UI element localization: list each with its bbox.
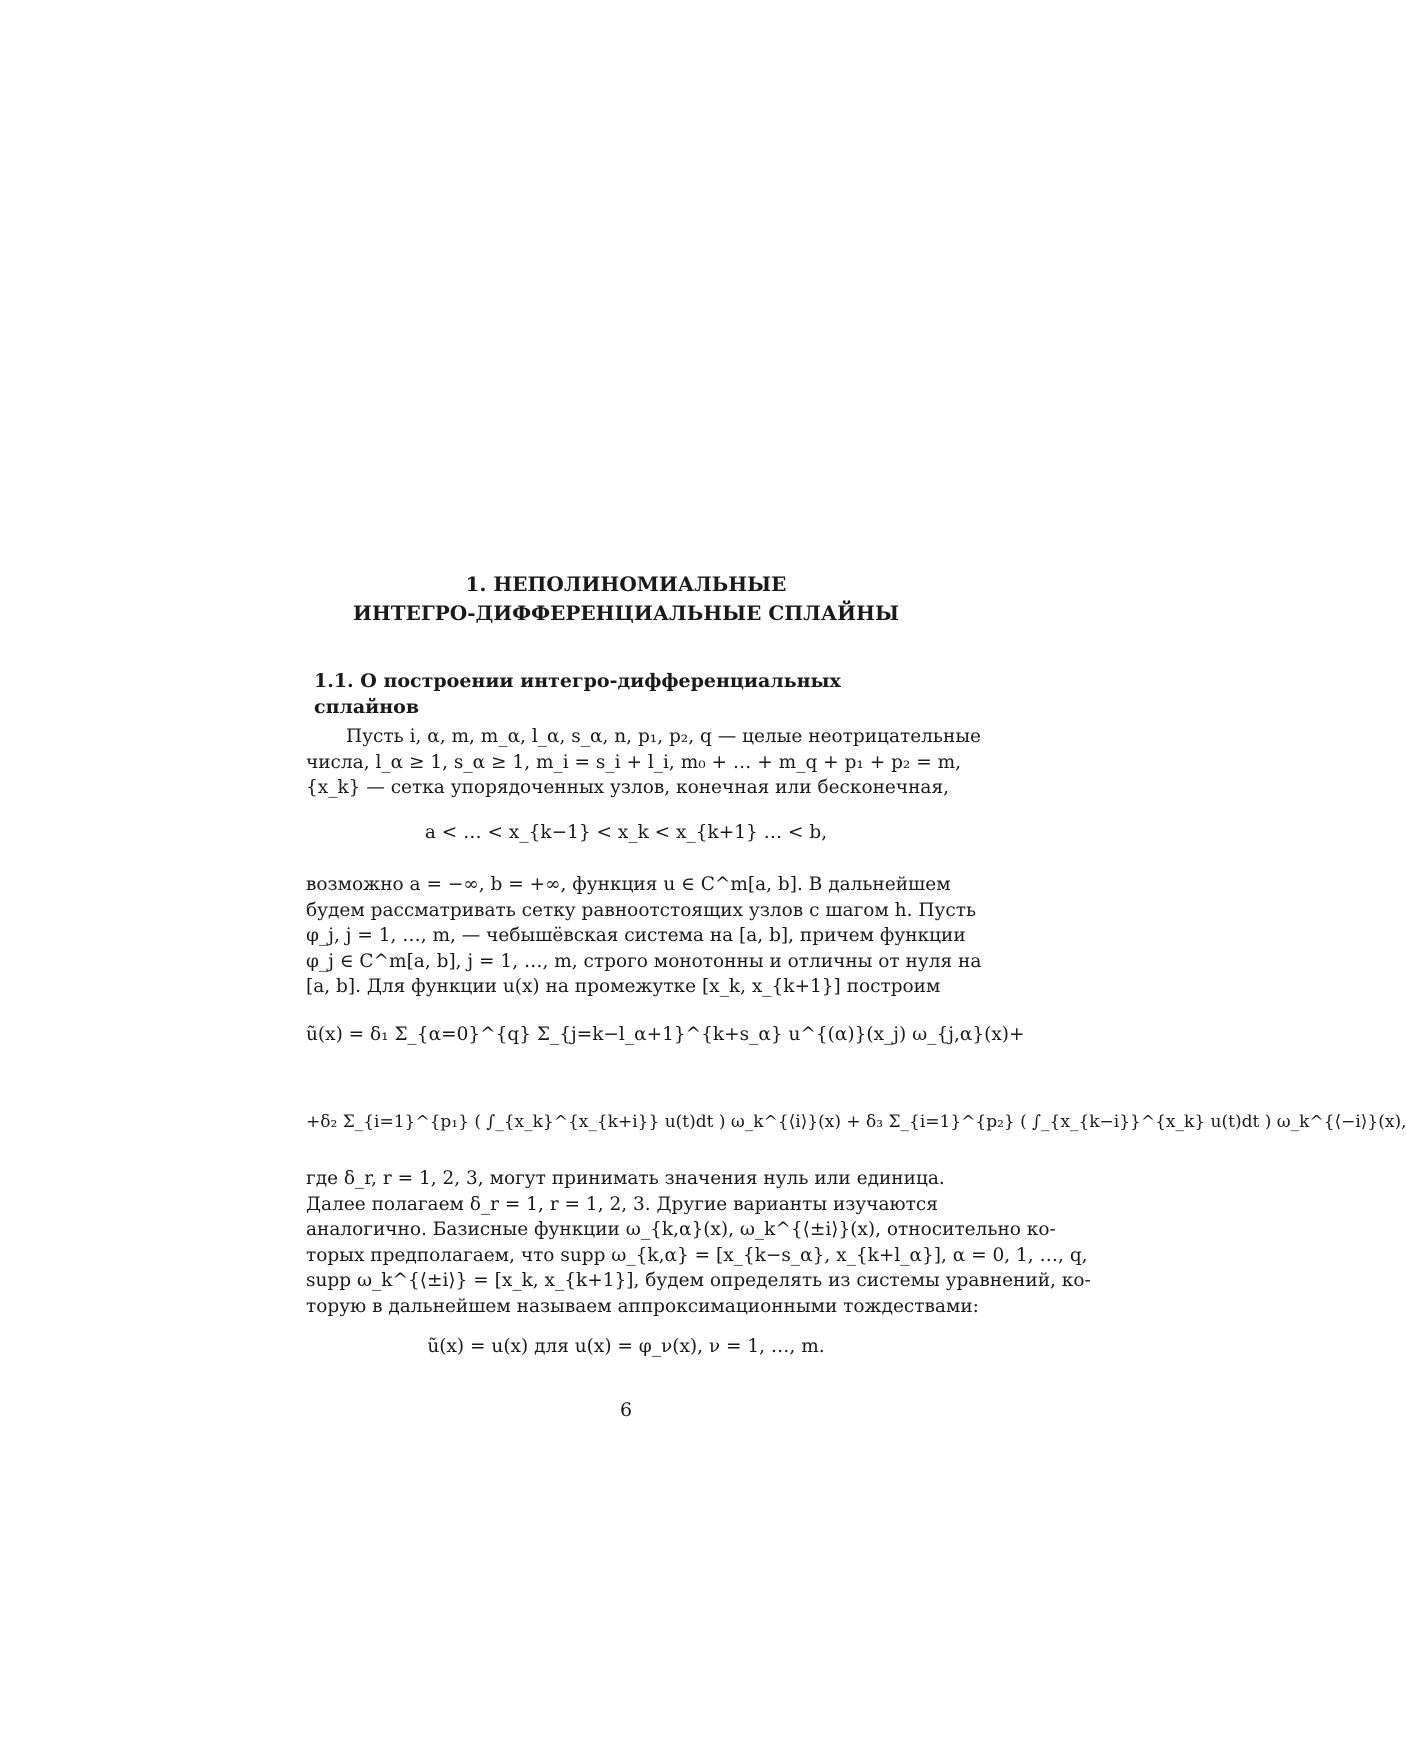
paragraph-2-line-5: [a, b]. Для функции u(x) на промежутке [x_k, x_{k+1}] построим <box>306 976 941 997</box>
chapter-title-line-1: 1. НЕПОЛИНОМИАЛЬНЫЕ <box>465 572 787 596</box>
paragraph-2-line-3: φ_j, j = 1, …, m, — чебышёвская система на [a, b], причем функции <box>306 925 966 946</box>
paragraph-1-line-2: числа, l_α ≥ 1, s_α ≥ 1, m_i = s_i + l_i, m₀ + … + m_q + p₁ + p₂ = m, <box>306 751 962 773</box>
formula-node-ordering: a < … < x_{k−1} < x_k < x_{k+1} … < b, <box>424 822 828 843</box>
paragraph-3-line-3: аналогично. Базисные функции ω_{k,α}(x), ω_k^{⟨±i⟩}(x), относительно ко- <box>306 1219 1056 1240</box>
paragraph-3-line-1: где δ_r, r = 1, 2, 3, могут принимать значения нуль или единица. <box>306 1168 945 1189</box>
paragraph-1-line-3: {x_k} — сетка упорядоченных узлов, конечная или бесконечная, <box>306 777 950 798</box>
formula-spline-line-1: ũ(x) = δ₁ Σ_{α=0}^{q} Σ_{j=k−l_α+1}^{k+s_α} u^{(α)}(x_j) ω_{j,α}(x)+ <box>306 1024 1025 1045</box>
page-number: 6 <box>619 1399 633 1421</box>
formula-spline-line-2: +δ₂ Σ_{i=1}^{p₁} ( ∫_{x_k}^{x_{k+i}} u(t)dt ) ω_k^{⟨i⟩}(x) + δ₃ Σ_{i=1}^{p₂} ( ∫_{x_{k−i}}^{x_k} u(t)dt ) ω_k^{⟨−i⟩}(x), <box>306 1112 1406 1132</box>
chapter-title <box>306 570 946 628</box>
paragraph-3-line-2: Далее полагаем δ_r = 1, r = 1, 2, 3. Другие варианты изучаются <box>306 1193 938 1215</box>
paragraph-3-line-5: supp ω_k^{⟨±i⟩} = [x_k, x_{k+1}], будем определять из системы уравнений, ко- <box>306 1270 1091 1291</box>
paragraph-2-line-4: φ_j ∈ C^m[a, b], j = 1, …, m, строго монотонны и отличны от нуля на <box>306 950 982 972</box>
paragraph-3-line-6: торую в дальнейшем называем аппроксимационными тождествами: <box>306 1295 979 1317</box>
paragraph-1 <box>306 724 981 801</box>
formula-approximation-identities: ũ(x) = u(x) для u(x) = φ_ν(x), ν = 1, …, m. <box>427 1336 825 1357</box>
paragraph-2 <box>306 872 982 1000</box>
section-title: 1.1. О построении интегро-дифференциальных сплайнов <box>314 670 841 718</box>
paragraph-2-line-1: возможно a = −∞, b = +∞, функция u ∈ C^m[a, b]. В дальнейшем <box>306 874 951 895</box>
paragraph-3-line-4: торых предполагаем, что supp ω_{k,α} = [x_{k−s_α}, x_{k+l_α}], α = 0, 1, …, q, <box>306 1244 1088 1266</box>
paragraph-1-line-1: Пусть i, α, m, m_α, l_α, s_α, n, p₁, p₂, q — целые неотрицательные <box>346 726 981 747</box>
chapter-title-line-2: ИНТЕГРО-ДИФФЕРЕНЦИАЛЬНЫЕ СПЛАЙНЫ <box>353 601 899 625</box>
paragraph-2-line-2: будем рассматривать сетку равноотстоящих узлов с шагом h. Пусть <box>306 899 977 921</box>
paragraph-3 <box>306 1166 1091 1319</box>
